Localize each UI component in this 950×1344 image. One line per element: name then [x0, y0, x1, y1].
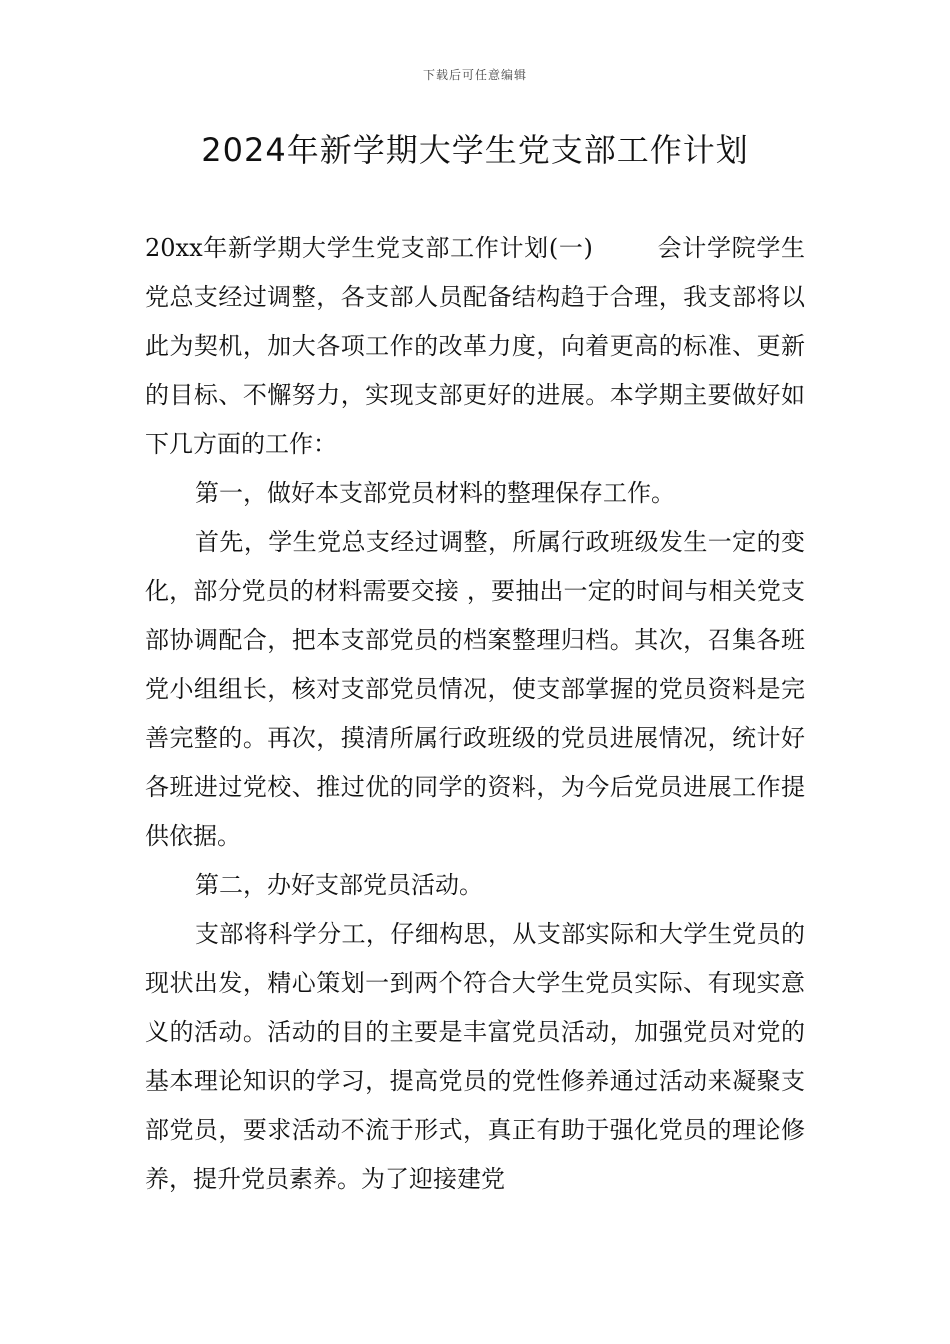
section-heading-2: 第二，办好支部党员活动。	[195, 871, 483, 899]
intro-paragraph	[145, 224, 805, 469]
document-title: 2024年新学期大学生党支部工作计划	[201, 131, 749, 169]
intro-text: 会计学院学生党总支经过调整，各支部人员配备结构趋于合理，我支部将以此为契机，加大各项工作的改革力度，向着更高的标准、更新的目标、不懈努力，实现支部更好的进展。本学期主要做好如下几方面的工作：	[145, 234, 806, 458]
document-body	[145, 224, 805, 1204]
body-paragraph-2: 支部将科学分工，仔细构思，从支部实际和大学生党员的现状出发，精心策划一到两个符合大学生党员实际、有现实意义的活动。活动的目的主要是丰富党员活动，加强党员对党的基本理论知识的学习，提高党员的党性修养通过活动来凝聚支部党员，要求活动不流于形式，真正有助于强化党员的理论修养，提升党员素养。为了迎接建党	[145, 920, 805, 1193]
intro-heading: 20xx年新学期大学生党支部工作计划(一)	[145, 234, 593, 262]
section-heading-1: 第一，做好本支部党员材料的整理保存工作。	[195, 479, 675, 507]
body-paragraph-1: 首先，学生党总支经过调整，所属行政班级发生一定的变化，部分党员的材料需要交接 ，要抽出一定的时间与相关党支部协调配合，把本支部党员的档案整理归档。其次，召集各班党小组组长，核对支部党员情况，使支部掌握的党员资料是完善完整的。再次，摸清所属行政班级的党员进展情况，统计好各班进过党校、推过优的同学的资料，为今后党员进展工作提供依据。	[145, 528, 805, 850]
page-header: 下载后可任意编辑	[422, 68, 527, 82]
